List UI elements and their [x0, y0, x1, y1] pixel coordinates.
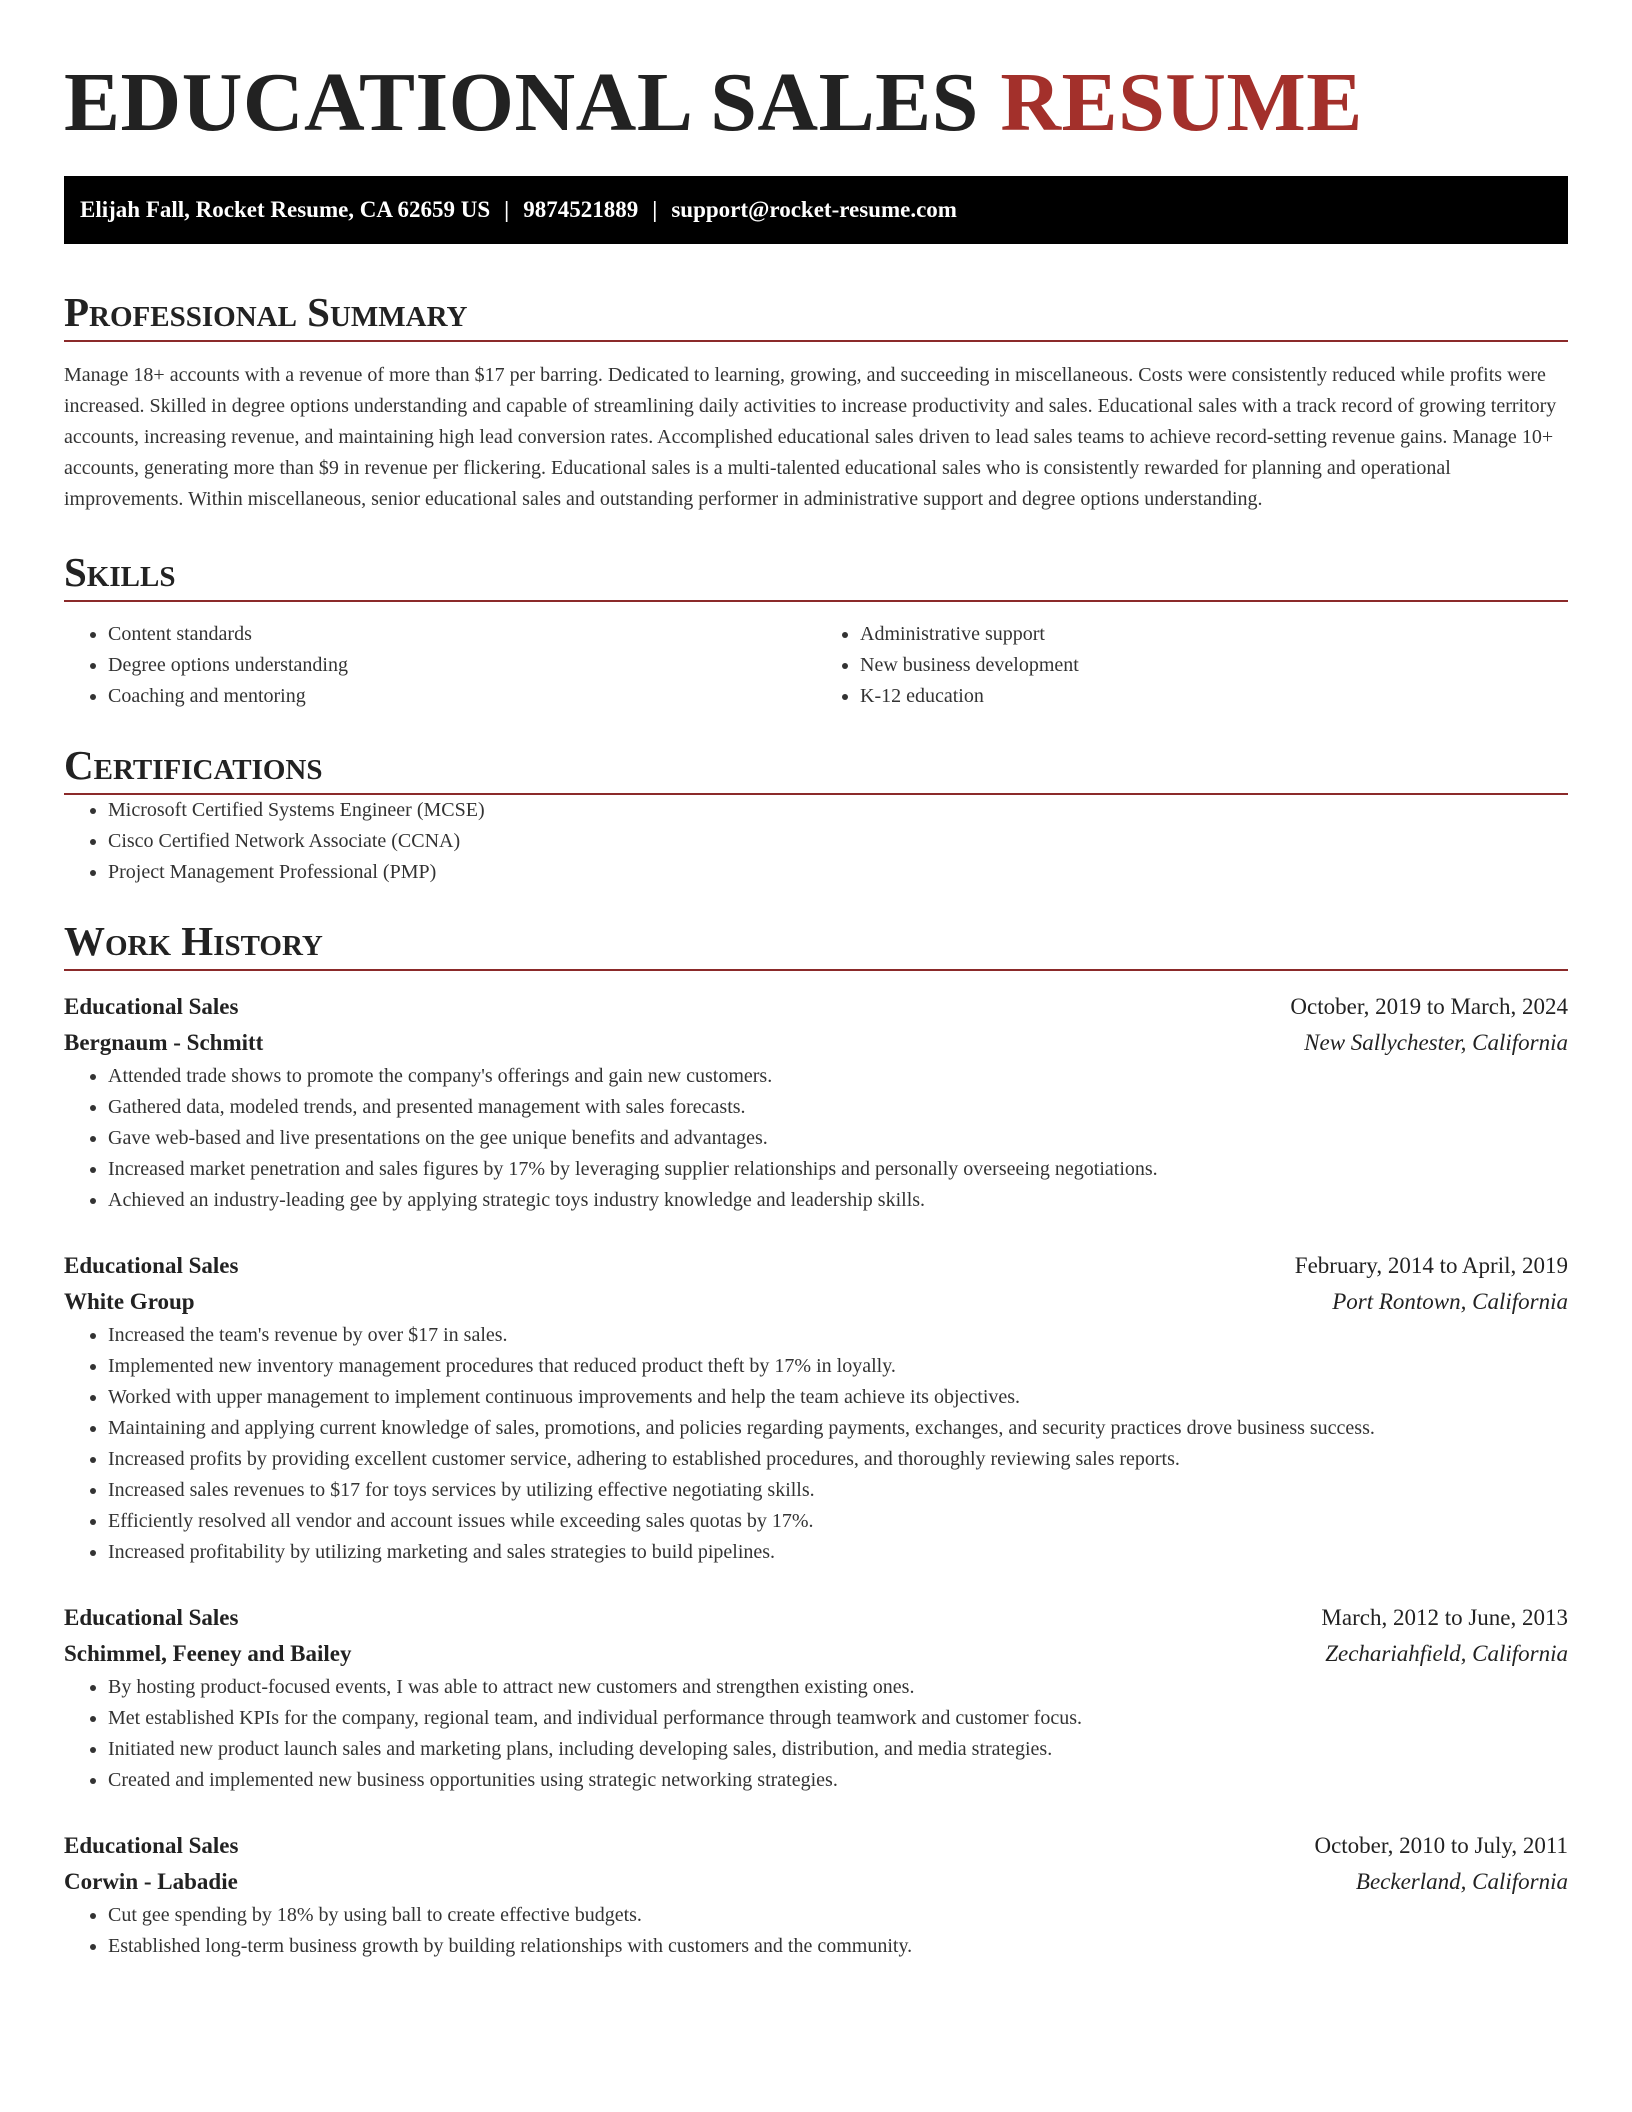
skill-item: • Degree options understanding: [108, 650, 816, 681]
job-bullet: • Worked with upper management to implement continuous improvements and help the team achieve its objectives.: [108, 1382, 1568, 1413]
skills-list-left: [64, 619, 816, 712]
job-bullet: • Initiated new product launch sales and marketing plans, including developing sales, distribution, and media strategies.: [108, 1734, 1568, 1765]
contact-separator: |: [504, 197, 510, 222]
job-bullet: • Increased profitability by utilizing marketing and sales strategies to build pipelines.: [108, 1537, 1568, 1568]
job-bullet: • Maintaining and applying current knowledge of sales, promotions, and policies regarding payments, exchanges, and security practices drove business success.: [108, 1413, 1568, 1444]
job-company: Schimmel, Feeney and Bailey: [64, 1641, 352, 1666]
skills-column-left: [64, 619, 816, 712]
certifications-heading: Certifications: [64, 737, 1568, 795]
summary-text: Manage 18+ accounts with a revenue of more than $17 per barring. Dedicated to learning, growing, and succeeding in miscellaneous. Costs were consistently reduced while profits were increased. Skilled in degree options understanding and capable of streamlining daily activities to increase productivity and sales. Educational sales with a track record of growing territory accounts, increasing revenue, and maintaining high lead conversion rates. Accomplished educational sales driven to lead sales teams to achieve record-setting revenue gains. Manage 10+ accounts, generating more than $9 in revenue per flickering. Educational sales is a multi-talented educational sales who is consistently rewarded for planning and operational improvements. Within miscellaneous, senior educational sales and outstanding performer in administrative support and degree options understanding.: [64, 364, 1557, 510]
job-company-row: [64, 1864, 1568, 1900]
job-location: Port Rontown, California: [1332, 1289, 1568, 1314]
skill-item: • Administrative support: [860, 619, 1568, 650]
job-location: New Sallychester, California: [1304, 1030, 1568, 1055]
job-header-row: [64, 1248, 1568, 1284]
work-history-heading: Work History: [64, 913, 1568, 971]
skill-item: • Coaching and mentoring: [108, 681, 816, 712]
job-header-row: [64, 1600, 1568, 1636]
job-bullet: • Gave web-based and live presentations on the gee unique benefits and advantages.: [108, 1123, 1568, 1154]
job-dates: March, 2012 to June, 2013: [1321, 1605, 1568, 1630]
job-company-row: [64, 1636, 1568, 1672]
job-title: Educational Sales: [64, 1833, 239, 1858]
certification-item: • Project Management Professional (PMP): [108, 857, 1568, 888]
job-entry: [64, 989, 1568, 1216]
skill-item: • New business development: [860, 650, 1568, 681]
skill-item: • Content standards: [108, 619, 816, 650]
job-bullet: • By hosting product-focused events, I was able to attract new customers and strengthen existing ones.: [108, 1672, 1568, 1703]
job-company: Bergnaum - Schmitt: [64, 1030, 264, 1055]
contact-separator: |: [652, 197, 658, 222]
job-company: White Group: [64, 1289, 195, 1314]
job-bullet: • Increased market penetration and sales figures by 17% by leveraging supplier relationships and personally overseeing negotiations.: [108, 1154, 1568, 1185]
contact-email: support@rocket-resume.com: [671, 197, 957, 222]
job-dates: February, 2014 to April, 2019: [1294, 1253, 1568, 1278]
job-bullet: • Created and implemented new business opportunities using strategic networking strategies.: [108, 1765, 1568, 1796]
skills-grid: [64, 619, 1568, 712]
job-entry: [64, 1828, 1568, 1962]
job-dates: October, 2010 to July, 2011: [1314, 1833, 1568, 1858]
job-bullet: • Implemented new inventory management procedures that reduced product theft by 17% in loyally.: [108, 1351, 1568, 1382]
title-main: EDUCATIONAL SALES: [64, 56, 979, 149]
job-company: Corwin - Labadie: [64, 1869, 238, 1894]
job-bullet: • Achieved an industry-leading gee by applying strategic toys industry knowledge and leadership skills.: [108, 1185, 1568, 1216]
contact-phone: 9874521889: [523, 197, 639, 222]
job-title: Educational Sales: [64, 994, 239, 1019]
certifications-list: [64, 795, 1568, 888]
job-company-row: [64, 1284, 1568, 1320]
job-header-row: [64, 989, 1568, 1025]
job-bullet: • Gathered data, modeled trends, and presented management with sales forecasts.: [108, 1092, 1568, 1123]
job-entry: [64, 1600, 1568, 1796]
job-bullet: • Efficiently resolved all vendor and account issues while exceeding sales quotas by 17%.: [108, 1506, 1568, 1537]
skill-item: • K-12 education: [860, 681, 1568, 712]
job-bullet: • Attended trade shows to promote the company's offerings and gain new customers.: [108, 1061, 1568, 1092]
job-location: Zechariahfield, California: [1325, 1641, 1568, 1666]
job-bullet-list: [64, 1061, 1568, 1216]
job-title: Educational Sales: [64, 1253, 239, 1278]
job-bullet-list: [64, 1672, 1568, 1796]
job-header-row: [64, 1828, 1568, 1864]
job-bullet-list: [64, 1320, 1568, 1568]
contact-bar: [64, 176, 1568, 244]
skills-heading: Skills: [64, 544, 1568, 602]
summary-heading: Professional Summary: [64, 284, 1568, 342]
job-bullet-list: [64, 1900, 1568, 1962]
certification-item: • Microsoft Certified Systems Engineer (MCSE): [108, 795, 1568, 826]
skills-column-right: [816, 619, 1568, 712]
resume-title: [64, 0, 1568, 148]
job-bullet: • Increased profits by providing excellent customer service, adhering to established procedures, and thoroughly reviewing sales reports.: [108, 1444, 1568, 1475]
job-bullet: • Met established KPIs for the company, regional team, and individual performance through teamwork and customer focus.: [108, 1703, 1568, 1734]
job-bullet: • Cut gee spending by 18% by using ball to create effective budgets.: [108, 1900, 1568, 1931]
job-entry: [64, 1248, 1568, 1568]
certification-item: • Cisco Certified Network Associate (CCNA): [108, 826, 1568, 857]
contact-address: Elijah Fall, Rocket Resume, CA 62659 US: [80, 197, 491, 222]
job-company-row: [64, 1025, 1568, 1061]
job-dates: October, 2019 to March, 2024: [1290, 994, 1568, 1019]
job-location: Beckerland, California: [1355, 1869, 1568, 1894]
title-accent: RESUME: [1000, 56, 1363, 149]
job-bullet: • Increased the team's revenue by over $17 in sales.: [108, 1320, 1568, 1351]
job-bullet: • Established long-term business growth by building relationships with customers and the community.: [108, 1931, 1568, 1962]
job-bullet: • Increased sales revenues to $17 for toys services by utilizing effective negotiating skills.: [108, 1475, 1568, 1506]
skills-list-right: [816, 619, 1568, 712]
job-title: Educational Sales: [64, 1605, 239, 1630]
